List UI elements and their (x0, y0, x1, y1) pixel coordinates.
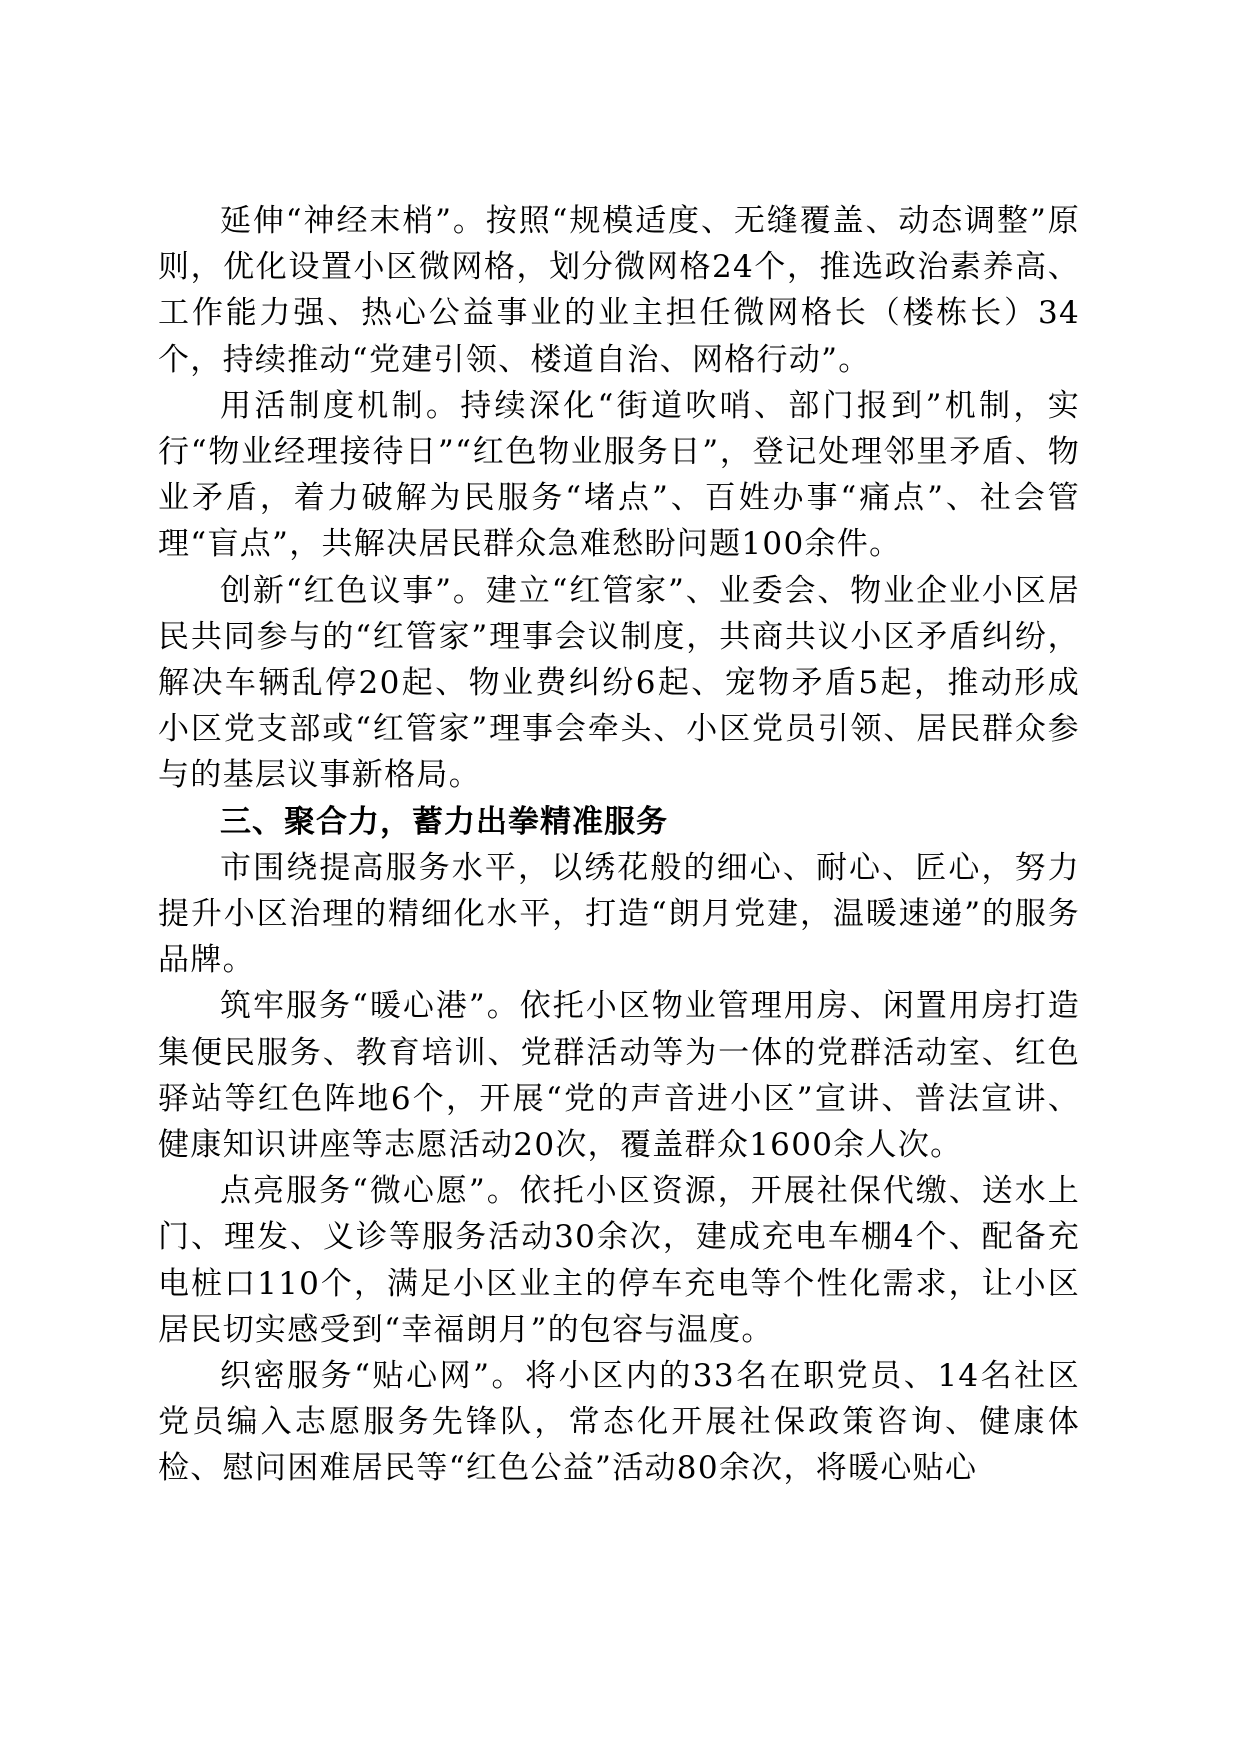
paragraph-warm-harbor: 筑牢服务“暖心港”。依托小区物业管理用房、闲置用房打造集便民服务、教育培训、党群活动等为一体的党群活动室、红色驿站等红色阵地6个，开展“党的声音进小区”宣讲、普法宣讲、健康知识讲座等志愿活动20次，覆盖群众1600余人次。 (158, 988, 1080, 1164)
section-heading: 三、聚合力，蓄力出拳精准服务 (220, 803, 668, 840)
document-body (158, 198, 1080, 1492)
paragraph-micro-wish: 点亮服务“微心愿”。依托小区资源，开展社保代缴、送水上门、理发、义诊等服务活动30余次，建成充电车棚4个、配备充电桩口110个，满足小区业主的停车充电等个性化需求，让小区居民切实感受到“幸福朗月”的包容与温度。 (158, 1173, 1080, 1348)
paragraph-red-council: 创新“红色议事”。建立“红管家”、业委会、物业企业小区居民共同参与的“红管家”理事会议制度，共商共议小区矛盾纠纷，解决车辆乱停20起、物业费纠纷6起、宠物矛盾5起，推动形成小区党支部或“红管家”理事会牵头、小区党员引领、居民群众参与的基层议事新格局。 (158, 572, 1080, 794)
paragraph-mechanism: 用活制度机制。持续深化“街道吹哨、部门报到”机制，实行“物业经理接待日”“红色物业服务日”，登记处理邻里矛盾、物业矛盾，着力破解为民服务“堵点”、百姓办事“痛点”、社会管理“盲点”，共解决居民群众急难愁盼问题100余件。 (158, 387, 1080, 563)
paragraph-caring-net: 织密服务“贴心网”。将小区内的33名在职党员、14名社区党员编入志愿服务先锋队，常态化开展社保政策咨询、健康体检、慰问困难居民等“红色公益”活动80余次，将暖心贴心 (158, 1358, 1080, 1487)
paragraph-service-intro: 市围绕提高服务水平，以绣花般的细心、耐心、匠心，努力提升小区治理的精细化水平，打造“朗月党建，温暖速递”的服务品牌。 (158, 849, 1080, 979)
paragraph-micro-grid: 延伸“神经末梢”。按照“规模适度、无缝覆盖、动态调整”原则，优化设置小区微网格，划分微网格24个，推选政治素养高、工作能力强、热心公益事业的业主担任微网格长（楼栋长）34个，持续推动“党建引领、楼道自治、网格行动”。 (158, 203, 1080, 378)
